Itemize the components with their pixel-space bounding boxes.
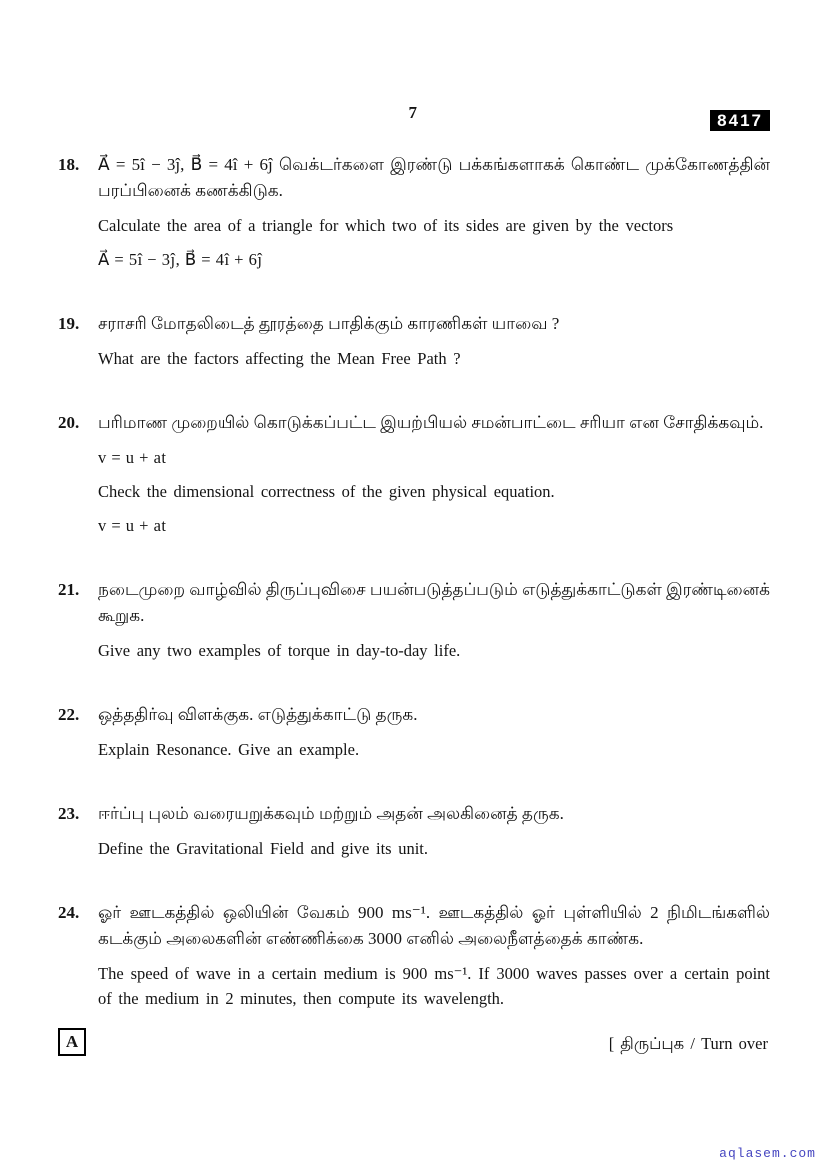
question-body [98, 577, 770, 672]
question-22 [58, 702, 770, 771]
paper-code-badge: 8417 [710, 110, 770, 131]
question-24 [58, 900, 770, 1020]
question-english-text: Explain Resonance. Give an example. [98, 740, 360, 759]
question-tamil-text: A⃗ = 5î − 3ĵ, B⃗ = 4î + 6ĵ வெக்டர்களை இரண்டு பக்கங்களாகக் கொண்ட முக்கோணத்தின் பரப்பினைக் கணக்கிடுக. [98, 155, 770, 200]
question-english-text: Check the dimensional correctness of the given physical equation. [98, 482, 555, 501]
question-number: 22. [58, 705, 80, 724]
question-20 [58, 410, 770, 547]
question-body [98, 702, 770, 771]
question-english-text: Calculate the area of a triangle for which two of its sides are given by the vectors [98, 216, 674, 235]
question-english-text: What are the factors affecting the Mean Free Path ? [98, 349, 461, 368]
question-body [98, 410, 770, 547]
question-tamil-text: ஒத்ததிர்வு விளக்குக. எடுத்துக்காட்டு தருக. [98, 705, 418, 724]
question-number: 19. [58, 314, 80, 333]
question-tamil-text: ஓர் ஊடகத்தில் ஒலியின் வேகம் 900 ms⁻¹. ஊடகத்தில் ஓர் புள்ளியில் 2 நிமிடங்களில் கடக்கும் அலைகளின் எண்ணிக்கை 3000 எனில் அலைநீளத்தைக் காண்க. [98, 903, 770, 948]
question-body [98, 900, 770, 1020]
question-tamil-text: நடைமுறை வாழ்வில் திருப்புவிசை பயன்படுத்தப்படும் எடுத்துக்காட்டுகள் இரண்டினைக் கூறுக. [98, 580, 770, 625]
question-body [98, 801, 770, 870]
turn-over-note: [ திருப்புக / Turn over [608, 1034, 768, 1053]
question-tamil-text: ஈர்ப்பு புலம் வரையறுக்கவும் மற்றும் அதன் அலகினைத் தருக. [98, 804, 564, 823]
physics-equation: v = u + at [98, 516, 167, 535]
question-21 [58, 577, 770, 672]
question-number: 20. [58, 413, 80, 432]
question-number: 23. [58, 804, 80, 823]
version-code-box: A [58, 1028, 86, 1056]
vector-formula: A⃗ = 5î − 3ĵ, B⃗ = 4î + 6ĵ [98, 250, 263, 269]
question-number: 18. [58, 155, 80, 174]
question-body [98, 152, 770, 281]
question-body [98, 311, 770, 380]
page-number: 7 [408, 103, 418, 122]
question-18 [58, 152, 770, 281]
question-tamil-text: பரிமாண முறையில் கொடுக்கப்பட்ட இயற்பியல் சமன்பாட்டை சரியா என சோதிக்கவும். [98, 413, 764, 432]
watermark-text: aqlasem.com [719, 1146, 816, 1161]
question-english-text: Define the Gravitational Field and give its unit. [98, 839, 429, 858]
question-23 [58, 801, 770, 870]
question-19 [58, 311, 770, 380]
question-tamil-text: சராசரி மோதலிடைத் தூரத்தை பாதிக்கும் காரணிகள் யாவை ? [98, 314, 560, 333]
question-english-text: The speed of wave in a certain medium is 900 ms⁻¹. If 3000 waves passes over a certain point of the medium in 2 minutes, then compute its wavelength. [98, 964, 770, 1008]
question-number: 21. [58, 580, 80, 599]
physics-equation: v = u + at [98, 448, 167, 467]
question-list [58, 152, 770, 1050]
question-english-text: Give any two examples of torque in day-to-day life. [98, 641, 461, 660]
question-number: 24. [58, 903, 80, 922]
